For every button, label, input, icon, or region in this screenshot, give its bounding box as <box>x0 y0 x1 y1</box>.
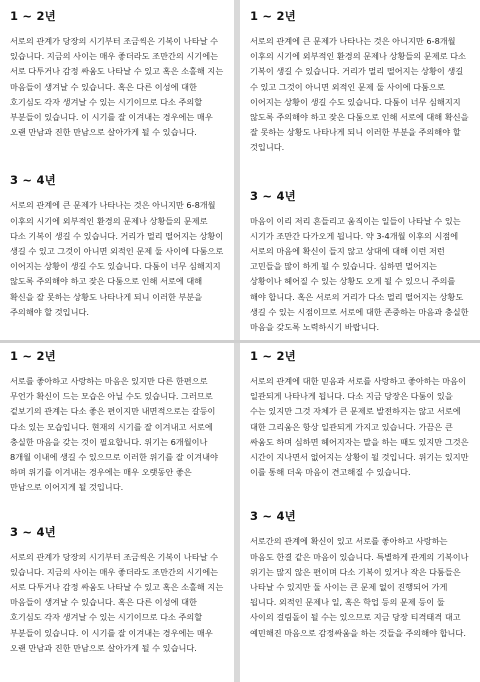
section-3-4-years <box>10 524 224 656</box>
panel-top-left <box>0 0 234 364</box>
panel-bottom-right <box>240 340 480 682</box>
section-title: 3 ~ 4년 <box>10 173 56 188</box>
section-1-2-years <box>250 8 470 156</box>
section-title: 1 ~ 2년 <box>250 9 296 23</box>
section-title: 3 ~ 4년 <box>250 509 296 524</box>
panel-bottom-left <box>0 340 234 682</box>
tile-divider-horizontal <box>0 340 480 343</box>
section-text: 서로의 관계에 대한 믿음과 서로를 사랑하고 좋아하는 마음이 일관되게 나타나게 됩니다. 다소 지금 당장은 다툼이 있을 수는 있지만 그것 자체가 큰 문제로 발전하지는 않고 서로에 대한 그리움은 항상 일관되게 가지고 있습니다. 가끔은 큰 싸움도 하며 심하면 헤어지자는 말을 하는 때도 있지만 그것은 시간이 지나면서 없어지는 상황이 될 것입니다. 위기는 있지만 이를 통해 더욱 마음이 견고해질 수 있습니다. <box>250 376 469 478</box>
section-title: 1 ~ 2년 <box>10 9 56 23</box>
section-title: 1 ~ 2년 <box>250 349 296 363</box>
section-text: 서로의 관계에 큰 문제가 나타나는 것은 아니지만 6-8개월 이후의 시기에 외부적인 환경의 문제나 상황들의 문제로 다소 기복이 생길 수 있습니다. 거리가 멀리 떨어지는 상황이 생길 수 있고 그것이 아니면 외적인 문제 둘 사이에 다툼으로 이어지는 상황이 생길 수도 있습니다. 다툼이 너무 심해지지 않도록 주의해야 하고 잦은 다툼으로 인해 서로에 대해 확신을 잘 못하는 상황도 나타나게 되니 이러한 부분을 주의해야 할 것입니다. <box>10 200 224 317</box>
section-title: 3 ~ 4년 <box>10 524 56 539</box>
section-3-4-years <box>250 188 470 336</box>
section-text: 서로간의 관계에 확신이 있고 서로를 좋아하고 사랑하는 마음도 한결 같은 마음이 있습니다. 특별하게 관계의 기복이나 위기는 많지 않은 편이며 다소 기복이 있거나 작은 다툼들은 나타날 수 있지만 둘 사이는 큰 문제 없이 진행되어 가게 됩니다. 외적인 문제나 일, 혹은 학업 등의 문제 등이 둘 사이의 걸림돌이 될 수는 있으므로 지금 당장 티격태격 대고 예민해진 마음으로 감정싸움을 하는 것들을 주의해야 합니다. <box>250 536 469 638</box>
section-1-2-years <box>250 348 470 480</box>
section-1-2-years <box>10 8 224 140</box>
section-text: 마음이 이리 저리 흔들리고 움직이는 일들이 나타날 수 있는 시기가 조만간 다가오게 됩니다. 약 3-4개월 이후의 시점에 서로의 마음에 확신이 들지 않고 상대에 대해 이런 저런 고민들을 많이 하게 될 수 있습니다. 심하면 멀어지는 상황이나 헤어질 수 있는 상황도 오게 될 수 있으니 주의를 해야 합니다. 혹은 서로의 거리가 다소 멀리 떨어지는 상황도 생길 수 있는 시점이므로 서로에 대한 존중하는 마음과 충실한 마음을 갖도록 노력하시기 바랍니다. <box>250 215 469 333</box>
section-3-4-years <box>250 508 470 640</box>
section-3-4-years <box>10 172 224 320</box>
section-text: 서로의 관계에 큰 문제가 나타나는 것은 아니지만 6-8개월 이후의 시기에 외부적인 환경의 문제나 상황들의 문제로 다소 기복이 생길 수 있습니다. 거리가 멀리 떨어지는 상황이 생길 수 있고 그것이 아니면 외적인 문제 둘 사이에 다툼으로 이어지는 상황이 생길 수도 있습니다. 다툼이 너무 심해지지 않도록 주의해야 하고 잦은 다툼으로 인해 서로에 대해 확신을 잘 못하는 상황도 나타나게 되니 이러한 부분을 주의해야 할 것입니다. <box>250 36 469 153</box>
section-title: 1 ~ 2년 <box>10 349 56 363</box>
section-text: 서로의 관계가 당장의 시기부터 조금씩은 기복이 나타날 수 있습니다. 지금의 사이는 매우 좋더라도 조만간의 시기에는 서로 다투거나 감정 싸움도 나타날 수 있고 혹은 소홀해 지는 마음들이 생겨날 수 있습니다. 혹은 다른 이성에 대한 호기심도 각자 생겨날 수 있는 시기이므로 다소 주의할 부분들이 있습니다. 이 시기를 잘 이겨내는 경우에는 매우 오랜 만남과 진한 만남으로 살아가게 될 수 있습니다. <box>10 551 224 653</box>
section-1-2-years <box>10 348 224 496</box>
panel-top-right <box>240 0 480 364</box>
section-text: 서로의 관계가 당장의 시기부터 조금씩은 기복이 나타날 수 있습니다. 지금의 사이는 매우 좋더라도 조만간의 시기에는 서로 다투거나 감정 싸움도 나타날 수 있고 혹은 소홀해 지는 마음들이 생겨날 수 있습니다. 혹은 다른 이성에 대한 호기심도 각자 생겨날 수 있는 시기이므로 다소 주의할 부분들이 있습니다. 이 시기를 잘 이겨내는 경우에는 매우 오랜 만남과 진한 만남으로 살아가게 될 수 있습니다. <box>10 36 224 138</box>
section-title: 3 ~ 4년 <box>250 188 296 203</box>
section-text: 서로를 좋아하고 사랑하는 마음은 있지만 다른 한편으로 무언가 확신이 드는 모습은 아닐 수도 있습니다. 그러므로 겉보기의 관계는 다소 좋은 편이지만 내면적으로는 갈등이 다소 있는 모습입니다. 현재의 시기를 잘 이겨내고 서로에 충실한 마음을 갖는 것이 필요합니다. 위기는 6개월이나 8개월 이내에 생길 수 있으므로 이러한 위기를 잘 이겨내야 하며 위기를 이겨내는 경우에는 매우 오랫동안 좋은 만남으로 이어지게 될 것입니다. <box>10 376 218 493</box>
